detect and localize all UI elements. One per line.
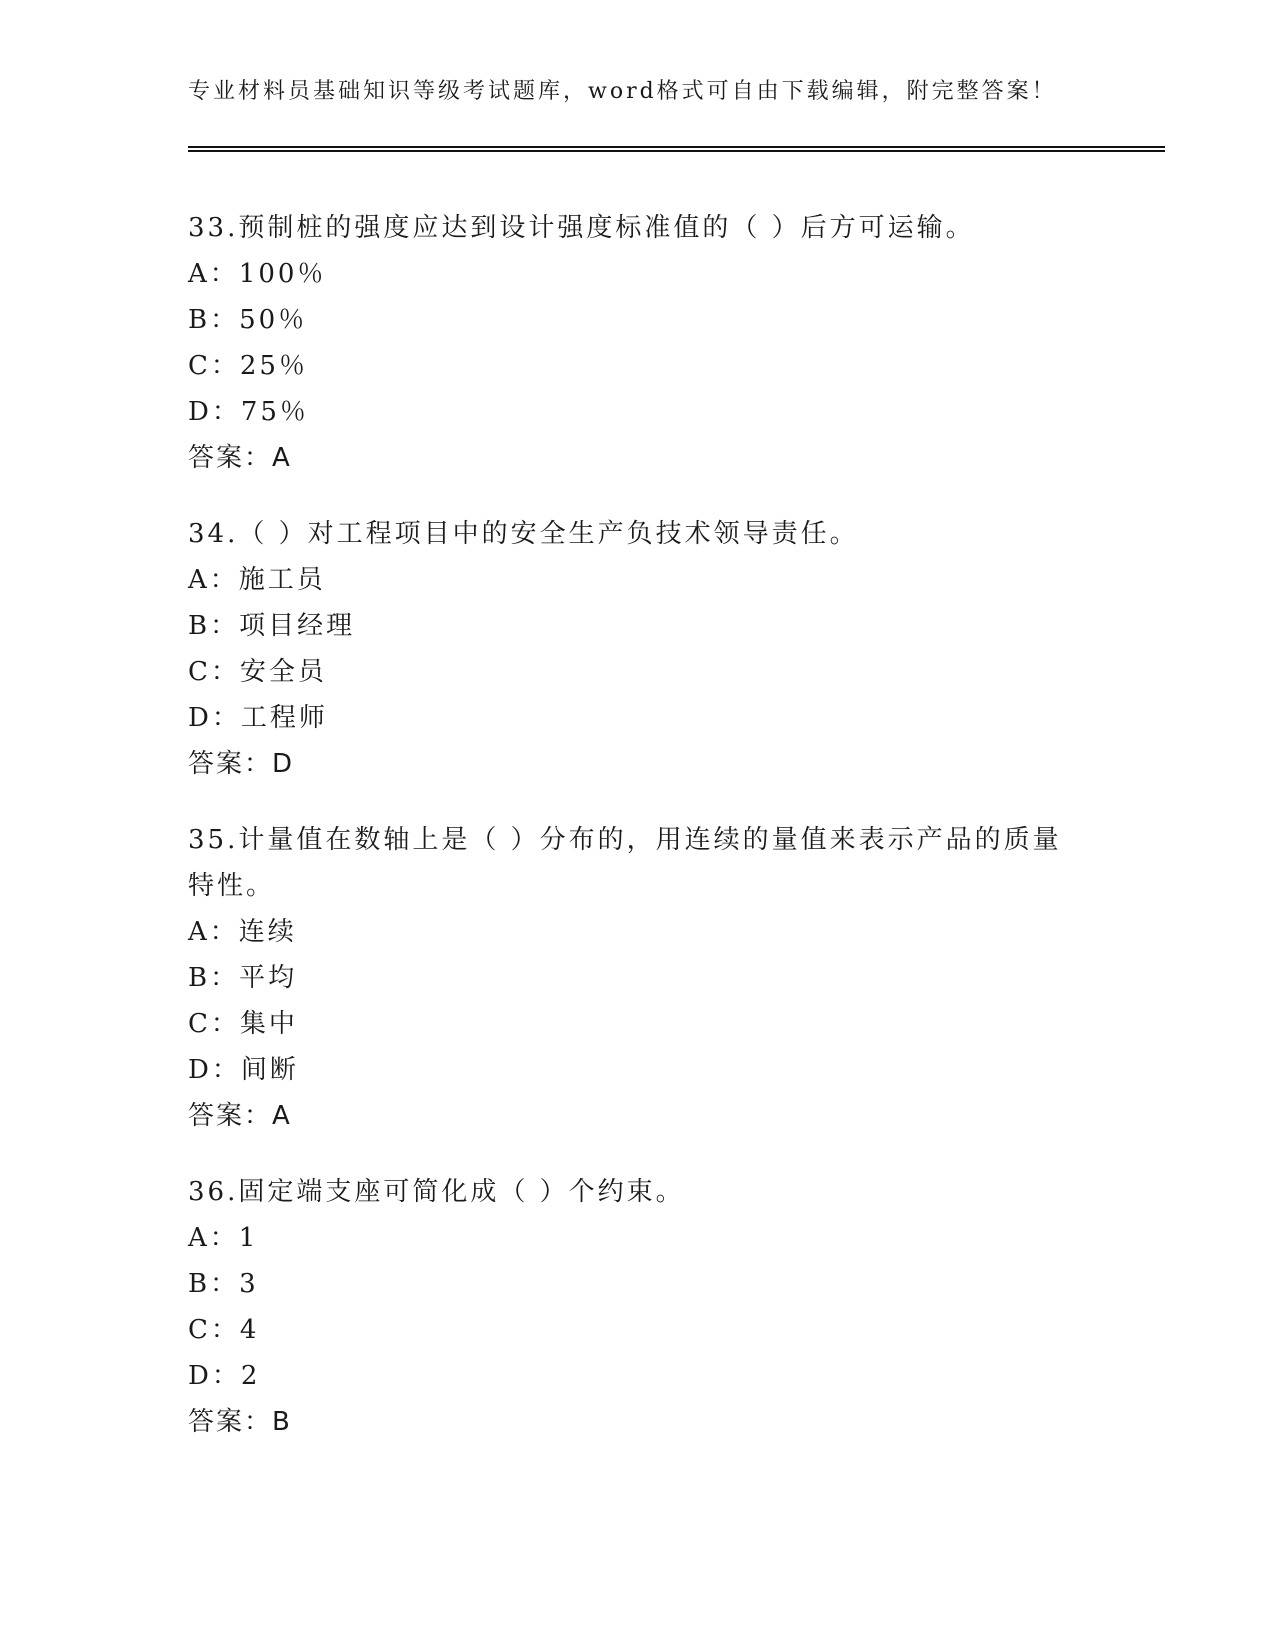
option-c: C：安全员 xyxy=(188,657,327,687)
answer: 答案：A xyxy=(188,443,292,473)
question-35 xyxy=(188,817,1088,1139)
option-d: D：工程师 xyxy=(188,703,328,733)
question-33 xyxy=(188,205,1088,481)
option-a: A：连续 xyxy=(188,917,297,947)
option-b: B：3 xyxy=(188,1269,259,1299)
question-stem: 33.预制桩的强度应达到设计强度标准值的（ ）后方可运输。 xyxy=(188,213,975,243)
question-list xyxy=(188,205,1088,1475)
option-b: B：平均 xyxy=(188,963,298,993)
question-34 xyxy=(188,511,1088,787)
option-a: A：施工员 xyxy=(188,565,326,595)
page-header: 专业材料员基础知识等级考试题库，word格式可自由下载编辑，附完整答案！ xyxy=(188,79,1057,104)
header-divider xyxy=(188,146,1165,152)
option-a: A：1 xyxy=(188,1223,259,1253)
answer: 答案：D xyxy=(188,749,295,779)
question-stem: 35.计量值在数轴上是（ ）分布的，用连续的量值来表示产品的质量特性。 xyxy=(188,825,1062,901)
option-b: B：50％ xyxy=(188,305,308,335)
answer: 答案：A xyxy=(188,1101,292,1131)
question-stem: 34.（ ）对工程项目中的安全生产负技术领导责任。 xyxy=(188,519,859,549)
option-c: C：4 xyxy=(188,1315,260,1345)
question-stem: 36.固定端支座可简化成（ ）个约束。 xyxy=(188,1177,685,1207)
option-a: A：100％ xyxy=(188,259,327,289)
option-c: C：集中 xyxy=(188,1009,298,1039)
option-b: B：项目经理 xyxy=(188,611,356,641)
option-c: C：25％ xyxy=(188,351,308,381)
question-36 xyxy=(188,1169,1088,1445)
answer: 答案：B xyxy=(188,1407,292,1437)
option-d: D：间断 xyxy=(188,1055,299,1085)
option-d: D：2 xyxy=(188,1361,261,1391)
option-d: D：75％ xyxy=(188,397,309,427)
